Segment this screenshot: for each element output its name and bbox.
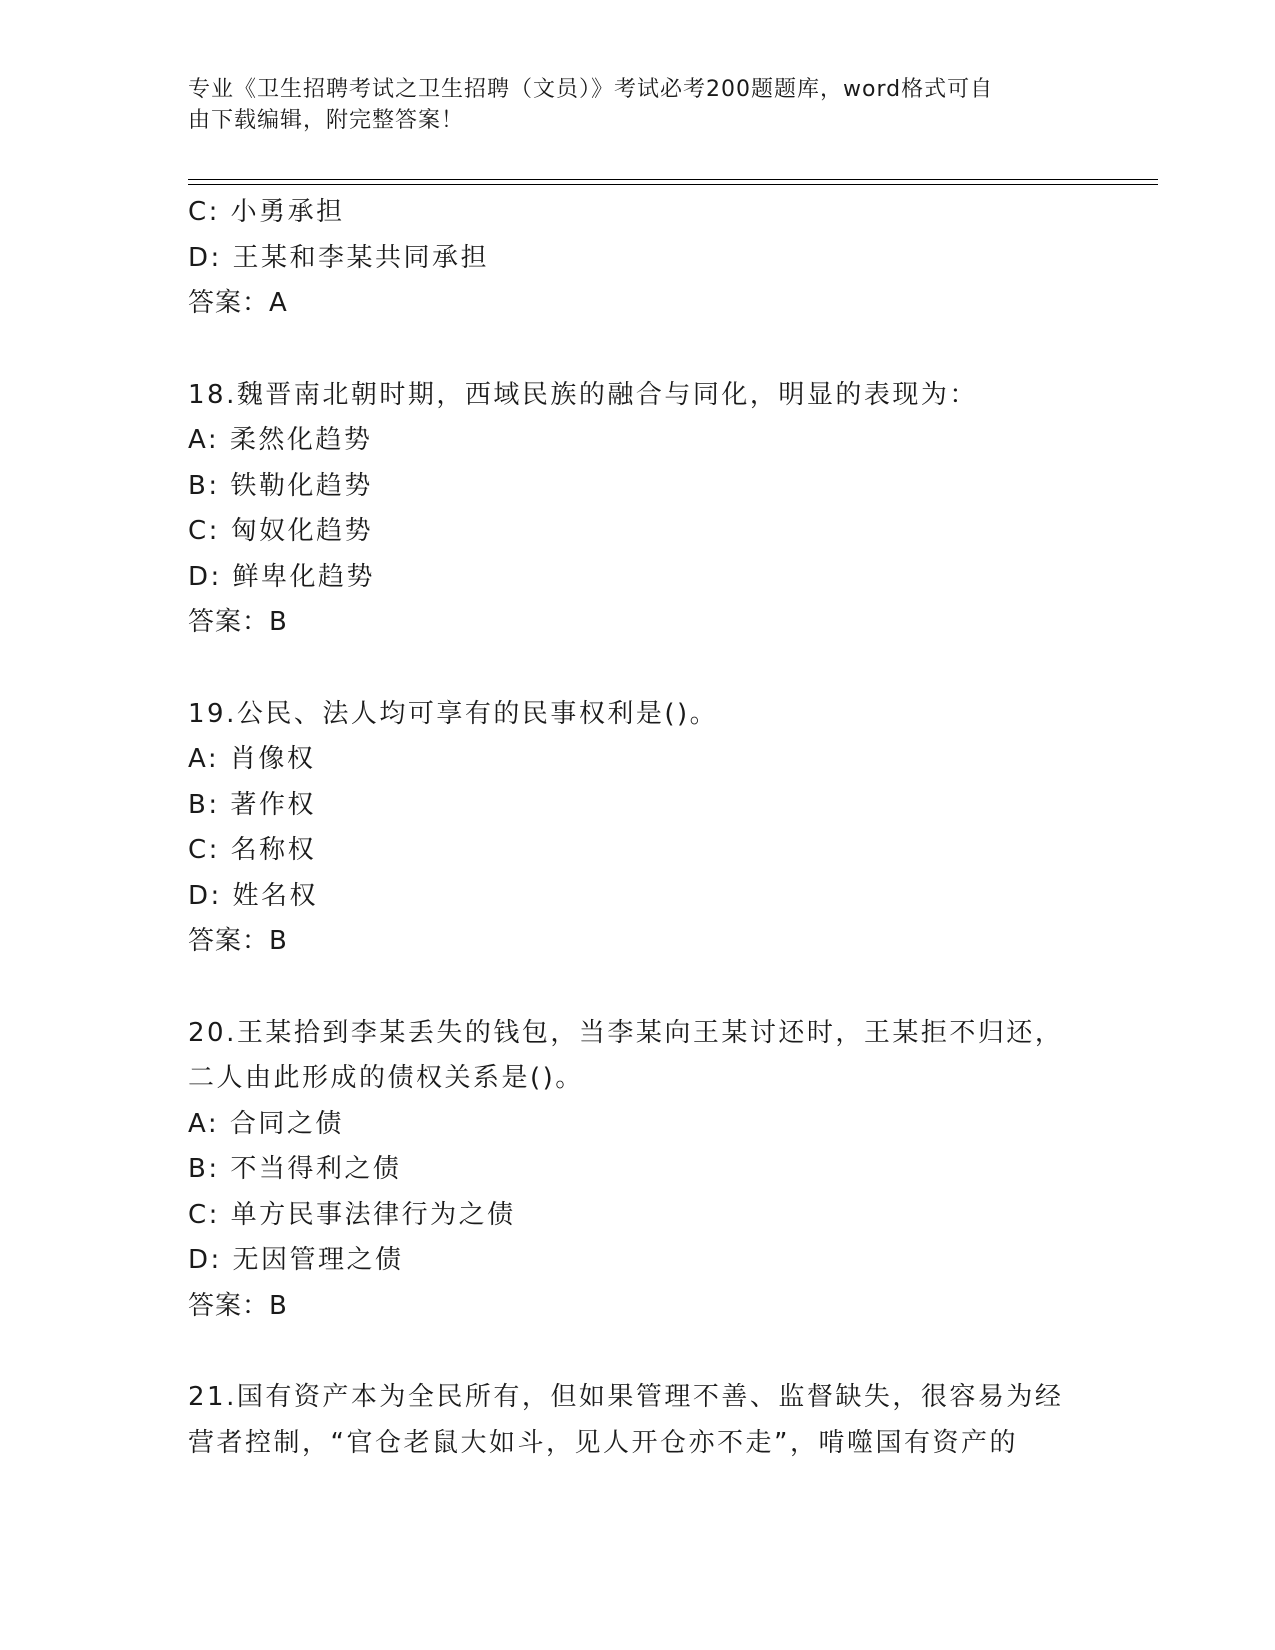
header-divider-top (188, 179, 1158, 180)
spacer (188, 327, 1088, 373)
question-stem-line-2: 二人由此形成的债权关系是()。 (188, 1063, 584, 1093)
spacer (188, 1329, 1088, 1375)
question-stem-line-2: 营者控制，“官仓老鼠大如斗，见人开仓亦不走”，啃噬国有资产的 (188, 1427, 1018, 1458)
spacer (188, 646, 1088, 692)
answer-line: 答案：B (188, 926, 288, 956)
option-c: C: 名称权 (188, 835, 317, 865)
question-stem-line-1: 21.国有资产本为全民所有，但如果管理不善、监督缺失，很容易为经 (188, 1382, 1064, 1412)
header-title-line-2: 由下载编辑，附完整答案！ (188, 108, 465, 133)
option-c: C: 单方民事法律行为之债 (188, 1199, 516, 1230)
header-divider-bottom (188, 184, 1158, 185)
answer-line: 答案：B (188, 607, 288, 637)
option-c: C: 匈奴化趋势 (188, 516, 374, 546)
question-18 (188, 373, 1088, 646)
option-d: D: 无因管理之债 (188, 1245, 404, 1275)
header-title-line-1: 专业《卫生招聘考试之卫生招聘（文员）》考试必考200题题库，word格式可自 (188, 77, 994, 102)
question-list (188, 190, 1088, 1466)
question-21 (188, 1375, 1088, 1466)
option-a: A: 肖像权 (188, 744, 316, 774)
spacer (188, 965, 1088, 1011)
option-a: A: 合同之债 (188, 1108, 344, 1139)
document-header (188, 74, 1068, 136)
question-stem: 18.魏晋南北朝时期，西域民族的融合与同化，明显的表现为： (188, 379, 978, 410)
option-d: D: 鲜卑化趋势 (188, 561, 376, 592)
option-c: C: 小勇承担 (188, 197, 345, 227)
option-d: D: 姓名权 (188, 880, 319, 911)
question-stem: 19.公民、法人均可享有的民事权利是()。 (188, 698, 719, 729)
question-stem-line-1: 20.王某拾到李某丢失的钱包，当李某向王某讨还时，王某拒不归还， (188, 1017, 1064, 1048)
answer-line: 答案：A (188, 288, 288, 318)
question-19 (188, 692, 1088, 965)
question-17-tail (188, 190, 1088, 327)
option-d: D: 王某和李某共同承担 (188, 242, 490, 273)
question-20 (188, 1011, 1088, 1330)
option-b: B: 著作权 (188, 789, 316, 820)
option-a: A: 柔然化趋势 (188, 425, 373, 455)
answer-line: 答案：B (188, 1290, 288, 1321)
option-b: B: 不当得利之债 (188, 1154, 402, 1184)
option-b: B: 铁勒化趋势 (188, 470, 373, 501)
